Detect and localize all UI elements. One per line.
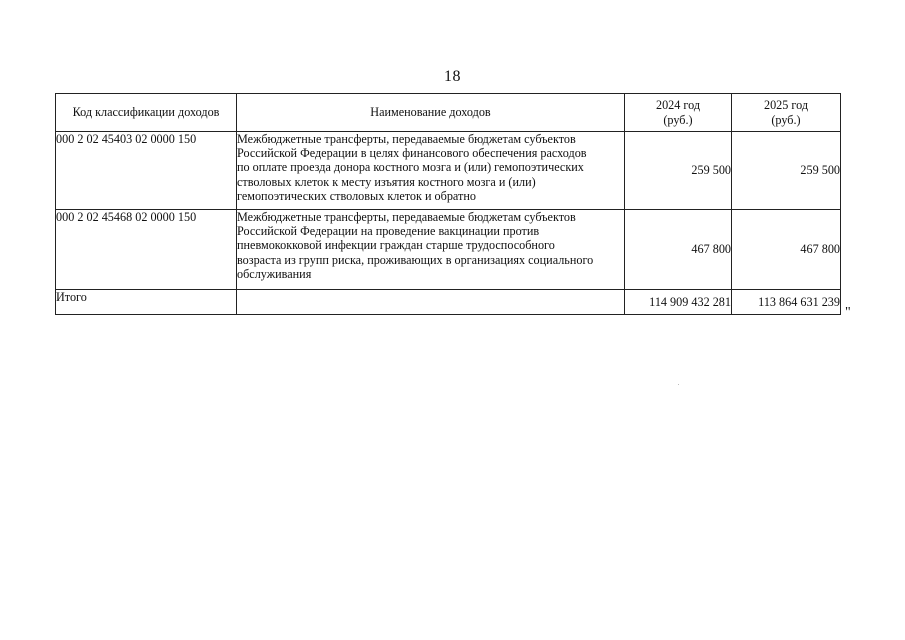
header-year-2025-unit: (руб.) — [771, 112, 801, 127]
header-name: Наименование доходов — [237, 94, 625, 132]
revenue-name-line: возраста из групп риска, проживающих в организациях социального — [237, 252, 594, 267]
revenue-name-line: гемопоэтических стволовых клеток и обратно — [237, 188, 476, 203]
revenue-name-line: по оплате проезда донора костного мозга и (или) гемопоэтических — [237, 160, 584, 175]
table-row — [56, 210, 841, 290]
header-year-2024-label: 2024 год — [655, 98, 701, 113]
amount-2024: 467 800 — [625, 210, 732, 290]
closing-quote: " — [845, 305, 851, 320]
page-number: 18 — [444, 68, 461, 85]
total-label: Итого — [56, 290, 237, 315]
total-amount-2024: 114 909 432 281 — [625, 290, 732, 315]
total-name-empty — [237, 290, 625, 315]
total-amount-2025: 113 864 631 239 — [732, 290, 841, 315]
scan-speck — [678, 384, 679, 385]
header-year-2024 — [625, 94, 732, 132]
header-year-2024-unit: (руб.) — [663, 112, 693, 127]
revenue-name-line: Межбюджетные трансферты, передаваемые бюджетам субъектов — [237, 210, 576, 224]
header-year-2025-label: 2025 год — [763, 98, 809, 113]
revenue-name — [237, 210, 625, 290]
table-header-row — [56, 94, 841, 132]
table-row — [56, 132, 841, 210]
revenue-table — [55, 93, 841, 315]
revenue-name — [237, 132, 625, 210]
revenue-name-line: стволовых клеток к месту изъятия костного мозга и (или) — [237, 174, 536, 189]
revenue-name-line: Российской Федерации на проведение вакцинации против — [237, 224, 540, 239]
revenue-code: 000 2 02 45468 02 0000 150 — [56, 210, 237, 290]
amount-2025: 467 800 — [732, 210, 841, 290]
revenue-name-line: обслуживания — [237, 266, 312, 281]
header-code: Код классификации доходов — [56, 94, 237, 132]
revenue-name-line: Межбюджетные трансферты, передаваемые бюджетам субъектов — [237, 132, 576, 146]
revenue-code: 000 2 02 45403 02 0000 150 — [56, 132, 237, 210]
total-row — [56, 290, 841, 315]
revenue-name-line: пневмококковой инфекции граждан старше трудоспособного — [237, 238, 555, 253]
amount-2025: 259 500 — [732, 132, 841, 210]
revenue-name-line: Российской Федерации в целях финансового обеспечения расходов — [237, 146, 587, 161]
amount-2024: 259 500 — [625, 132, 732, 210]
header-year-2025 — [732, 94, 841, 132]
